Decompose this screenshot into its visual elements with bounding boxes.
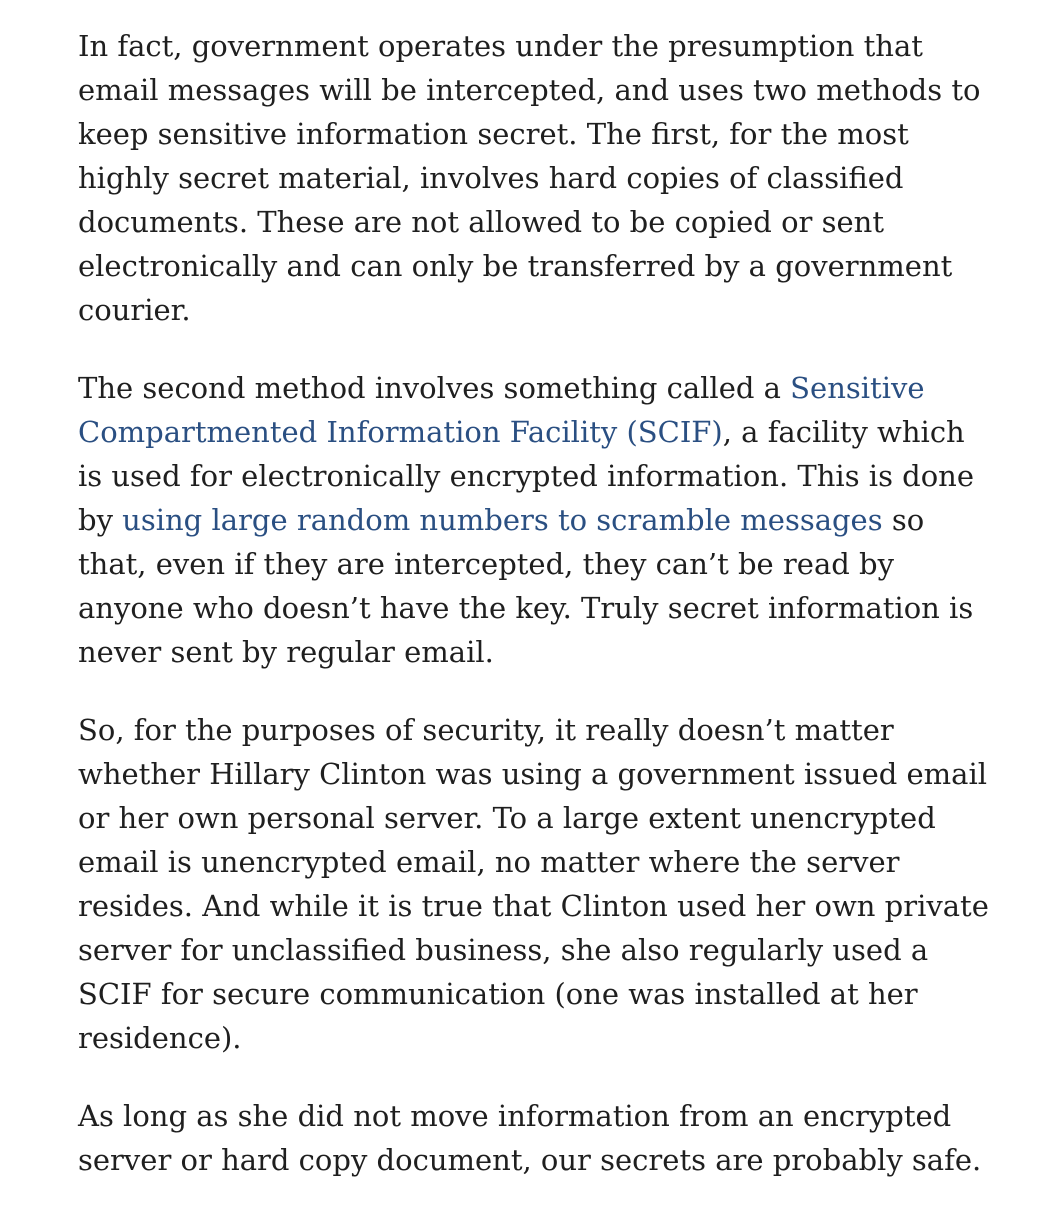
paragraph-conclusion: As long as she did not move information from an encrypted server or hard copy document, our secrets are probably safe. <box>78 1099 982 1177</box>
paragraph-interception: In fact, government operates under the presumption that email messages will be intercepted, and uses two methods to keep sensitive information secret. The first, for the most highly secret material, involves hard copies of classified documents. These are not allowed to be copied or sent electronically and can only be transferred by a government courier. <box>78 29 981 327</box>
paragraph-scif <box>78 366 998 674</box>
scif-link[interactable]: Sensitive Compartmented Information Facility (SCIF) <box>78 371 925 449</box>
paragraph-scif-middle: , a facility which is used for electronically encrypted information. This is done by <box>78 415 975 537</box>
encryption-link[interactable]: using large random numbers to scramble messages <box>122 503 883 537</box>
article-body <box>78 24 998 1216</box>
paragraph-scif-end: so that, even if they are intercepted, they can’t be read by anyone who doesn’t have the key. Truly secret information is never sent by regular email. <box>78 503 974 669</box>
paragraph-security: So, for the purposes of security, it really doesn’t matter whether Hillary Clinton was using a government issued email or her own personal server. To a large extent unencrypted email is unencrypted email, no matter where the server resides. And while it is true that Clinton used her own private server for unclassified business, she also regularly used a SCIF for secure communication (one was installed at her residence). <box>78 713 989 1055</box>
paragraph-scif-intro: The second method involves something called a <box>78 371 791 405</box>
